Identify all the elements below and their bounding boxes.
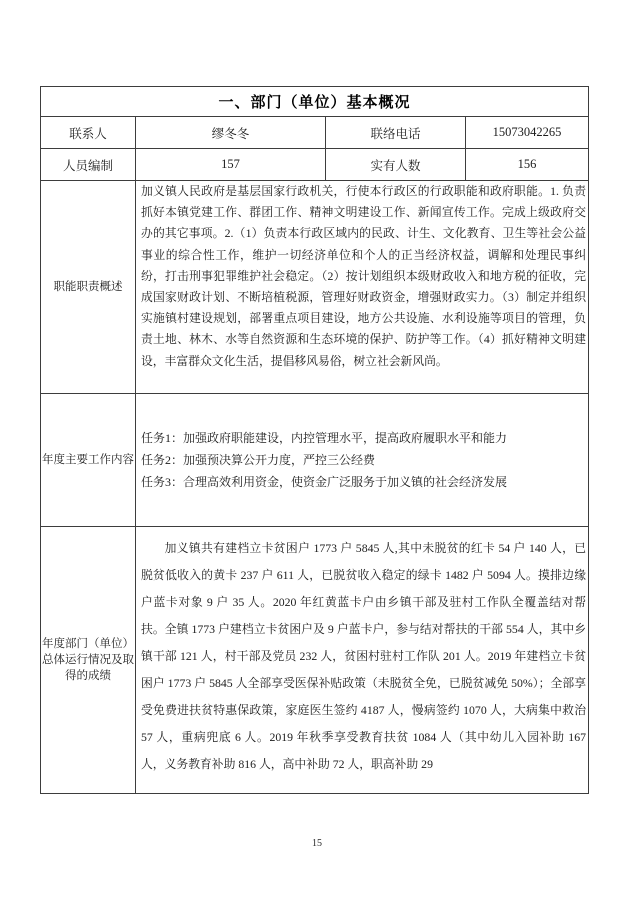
contact-row [41,117,589,149]
contact-phone-label: 联络电话 [326,117,466,149]
annual-operation-label: 年度部门（单位）总体运行情况及取得的成绩 [41,527,136,794]
duties-overview-row [41,181,589,394]
department-overview-table [40,86,589,794]
actual-headcount-label: 实有人数 [326,149,466,181]
staffing-quota-label: 人员编制 [41,149,136,181]
duties-overview-text: 加义镇人民政府是基层国家行政机关，行使本行政区的行政职能和政府职能。1. 负责抓好本镇党建工作、群团工作、精神文明建设工作、新闻宣传工作。完成上级政府交办的其它事项。2.（1）负责本行政区域内的民政、计生、文化教育、卫生等社会公益事业的综合性工作，维护一切经济单位和个人的正当经济权益，调解和处理民事纠纷，打击刑事犯罪维护社会稳定。（2）按计划组织本级财政收入和地方税的征收，完成国家财政计划、不断培植税源，管理好财政资金，增强财政实力。（3）制定并组织实施镇村建设规划，部署重点项目建设，地方公共设施、水利设施等项目的管理，负责土地、林木、水等自然资源和生态环境的保护、防护等工作。（4）抓好精神文明建设，丰富群众文化生活，提倡移风易俗，树立社会新风尚。 [136,181,589,394]
table-title-row [41,87,589,117]
contact-phone-value: 15073042265 [466,117,589,149]
actual-headcount-value: 156 [466,149,589,181]
annual-work-row [41,394,589,527]
annual-work-tasks [136,394,589,527]
annual-work-label: 年度主要工作内容 [41,394,136,527]
task-item-1: 任务1：加强政府职能建设，内控管理水平，提高政府履职水平和能力 [141,431,508,445]
table-title: 一、部门（单位）基本概况 [41,87,589,117]
duties-overview-label: 职能职责概述 [41,181,136,394]
contact-person-label: 联系人 [41,117,136,149]
contact-person-value: 缪冬冬 [136,117,326,149]
staffing-row [41,149,589,181]
annual-operation-row [41,527,589,794]
page-number: 15 [312,838,322,849]
staffing-quota-value: 157 [136,149,326,181]
task-item-2: 任务2：加强预决算公开力度，严控三公经费 [141,453,376,467]
task-item-3: 任务3：合理高效利用资金，使资金广泛服务于加义镇的社会经济发展 [141,475,508,489]
annual-operation-text: 加义镇共有建档立卡贫困户 1773 户 5845 人,其中未脱贫的红卡 54 户 140 人，已脱贫低收入的黄卡 237 户 611 人，已脱贫收入稳定的绿卡 1482 户 5094 人。摸排边缘户蓝卡对象 9 户 35 人。2020 年红黄蓝卡户由乡镇干部及驻村工作队全覆盖结对帮扶。全镇 1773 户建档立卡贫困户及 9 户蓝卡户，参与结对帮扶的干部 554 人，其中乡镇干部 121 人，村干部及党员 232 人，贫困村驻村工作队 201 人。2019 年建档立卡贫困户 1773 户 5845 人全部享受医保补贴政策（未脱贫全免，已脱贫减免 50%）；全部享受免费进扶贫特惠保政策，家庭医生签约 4187 人，慢病签约 1070 人，大病集中救治 57 人，重病兜底 6 人。2019 年秋季享受教育扶贫 1084 人（其中幼儿入园补助 167 人，义务教育补助 816 人，高中补助 72 人，职高补助 29 [136,527,589,794]
